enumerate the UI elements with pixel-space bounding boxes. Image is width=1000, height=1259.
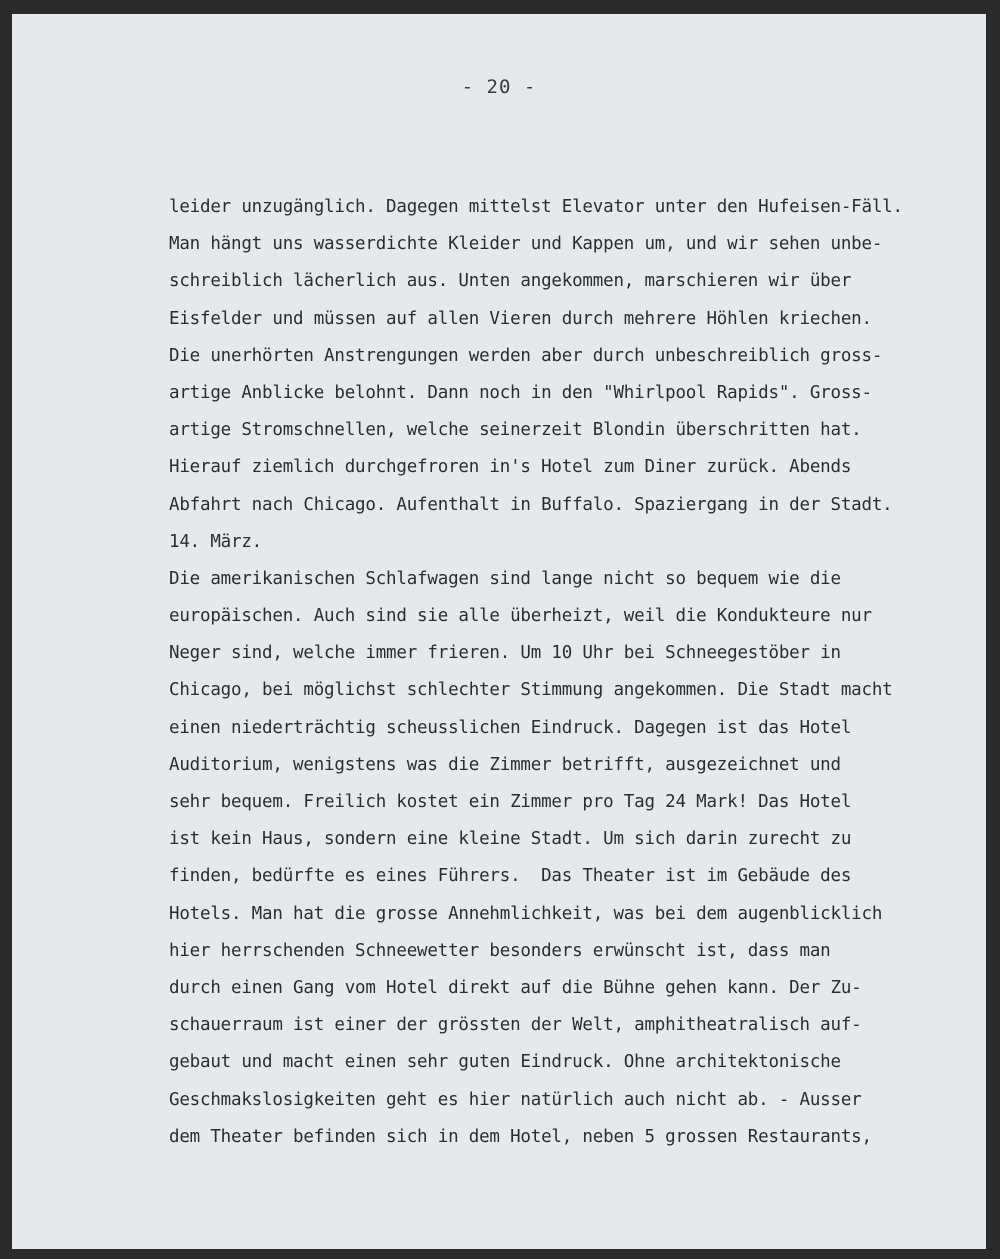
text-line: Hierauf ziemlich durchgefroren in's Hotel zum Diner zurück. Abends — [169, 457, 852, 478]
text-line: hier herrschenden Schneewetter besonders erwünscht ist, dass man — [169, 940, 831, 961]
text-line: ist kein Haus, sondern eine kleine Stadt. Um sich darin zurecht zu — [169, 829, 852, 850]
text-line: Auditorium, wenigstens was die Zimmer betrifft, ausgezeichnet und — [169, 754, 841, 775]
text-line: gebaut und macht einen sehr guten Eindruck. Ohne architektonische — [169, 1052, 841, 1073]
text-line: sehr bequem. Freilich kostet ein Zimmer pro Tag 24 Mark! Das Hotel — [169, 792, 852, 812]
text-line: Eisfelder und müssen auf allen Vieren durch mehrere Höhlen kriechen. — [169, 308, 872, 329]
date-heading: 14. März. — [169, 531, 263, 552]
text-line: artige Stromschnellen, welche seinerzeit Blondin überschritten hat. — [169, 420, 862, 441]
text-line: europäischen. Auch sind sie alle überheizt, weil die Kondukteure nur — [169, 606, 872, 627]
text-line: artige Anblicke belohnt. Dann noch in den "Whirlpool Rapids". Gross- — [169, 382, 872, 403]
text-line: Abfahrt nach Chicago. Aufenthalt in Buffalo. Spaziergang in der Stadt. — [169, 494, 893, 515]
text-line: schreiblich lächerlich aus. Unten angekommen, marschieren wir über — [169, 271, 852, 292]
document-page — [12, 14, 986, 1249]
typed-body-text — [169, 189, 969, 1156]
text-line: Geschmakslosigkeiten geht es hier natürlich auch nicht ab. - Ausser — [169, 1089, 862, 1110]
text-line: durch einen Gang vom Hotel direkt auf die Bühne gehen kann. Der Zu- — [169, 977, 862, 998]
page-number: - 20 - — [461, 76, 537, 98]
text-line: dem Theater befinden sich in dem Hotel, neben 5 grossen Restaurants, — [169, 1126, 872, 1147]
text-line: schauerraum ist einer der grössten der Welt, amphitheatralisch auf- — [169, 1015, 862, 1036]
text-line: Die unerhörten Anstrengungen werden aber durch unbeschreiblich gross- — [169, 345, 883, 366]
text-line: Chicago, bei möglichst schlechter Stimmung angekommen. Die Stadt macht — [169, 680, 893, 701]
text-line: Neger sind, welche immer frieren. Um 10 Uhr bei Schneegestöber in — [169, 643, 841, 664]
text-line: einen niederträchtig scheusslichen Eindruck. Dagegen ist das Hotel — [169, 717, 852, 738]
text-line: finden, bedürfte es eines Führers. Das Theater ist im Gebäude des — [169, 866, 852, 887]
text-line: Hotels. Man hat die grosse Annehmlichkeit, was bei dem augenblicklich — [169, 903, 883, 924]
text-line: Die amerikanischen Schlafwagen sind lange nicht so bequem wie die — [169, 568, 841, 589]
text-line: Man hängt uns wasserdichte Kleider und Kappen um, und wir sehen unbe- — [169, 234, 883, 255]
text-line: leider unzugänglich. Dagegen mittelst Elevator unter den Hufeisen-Fäll. — [169, 197, 903, 217]
